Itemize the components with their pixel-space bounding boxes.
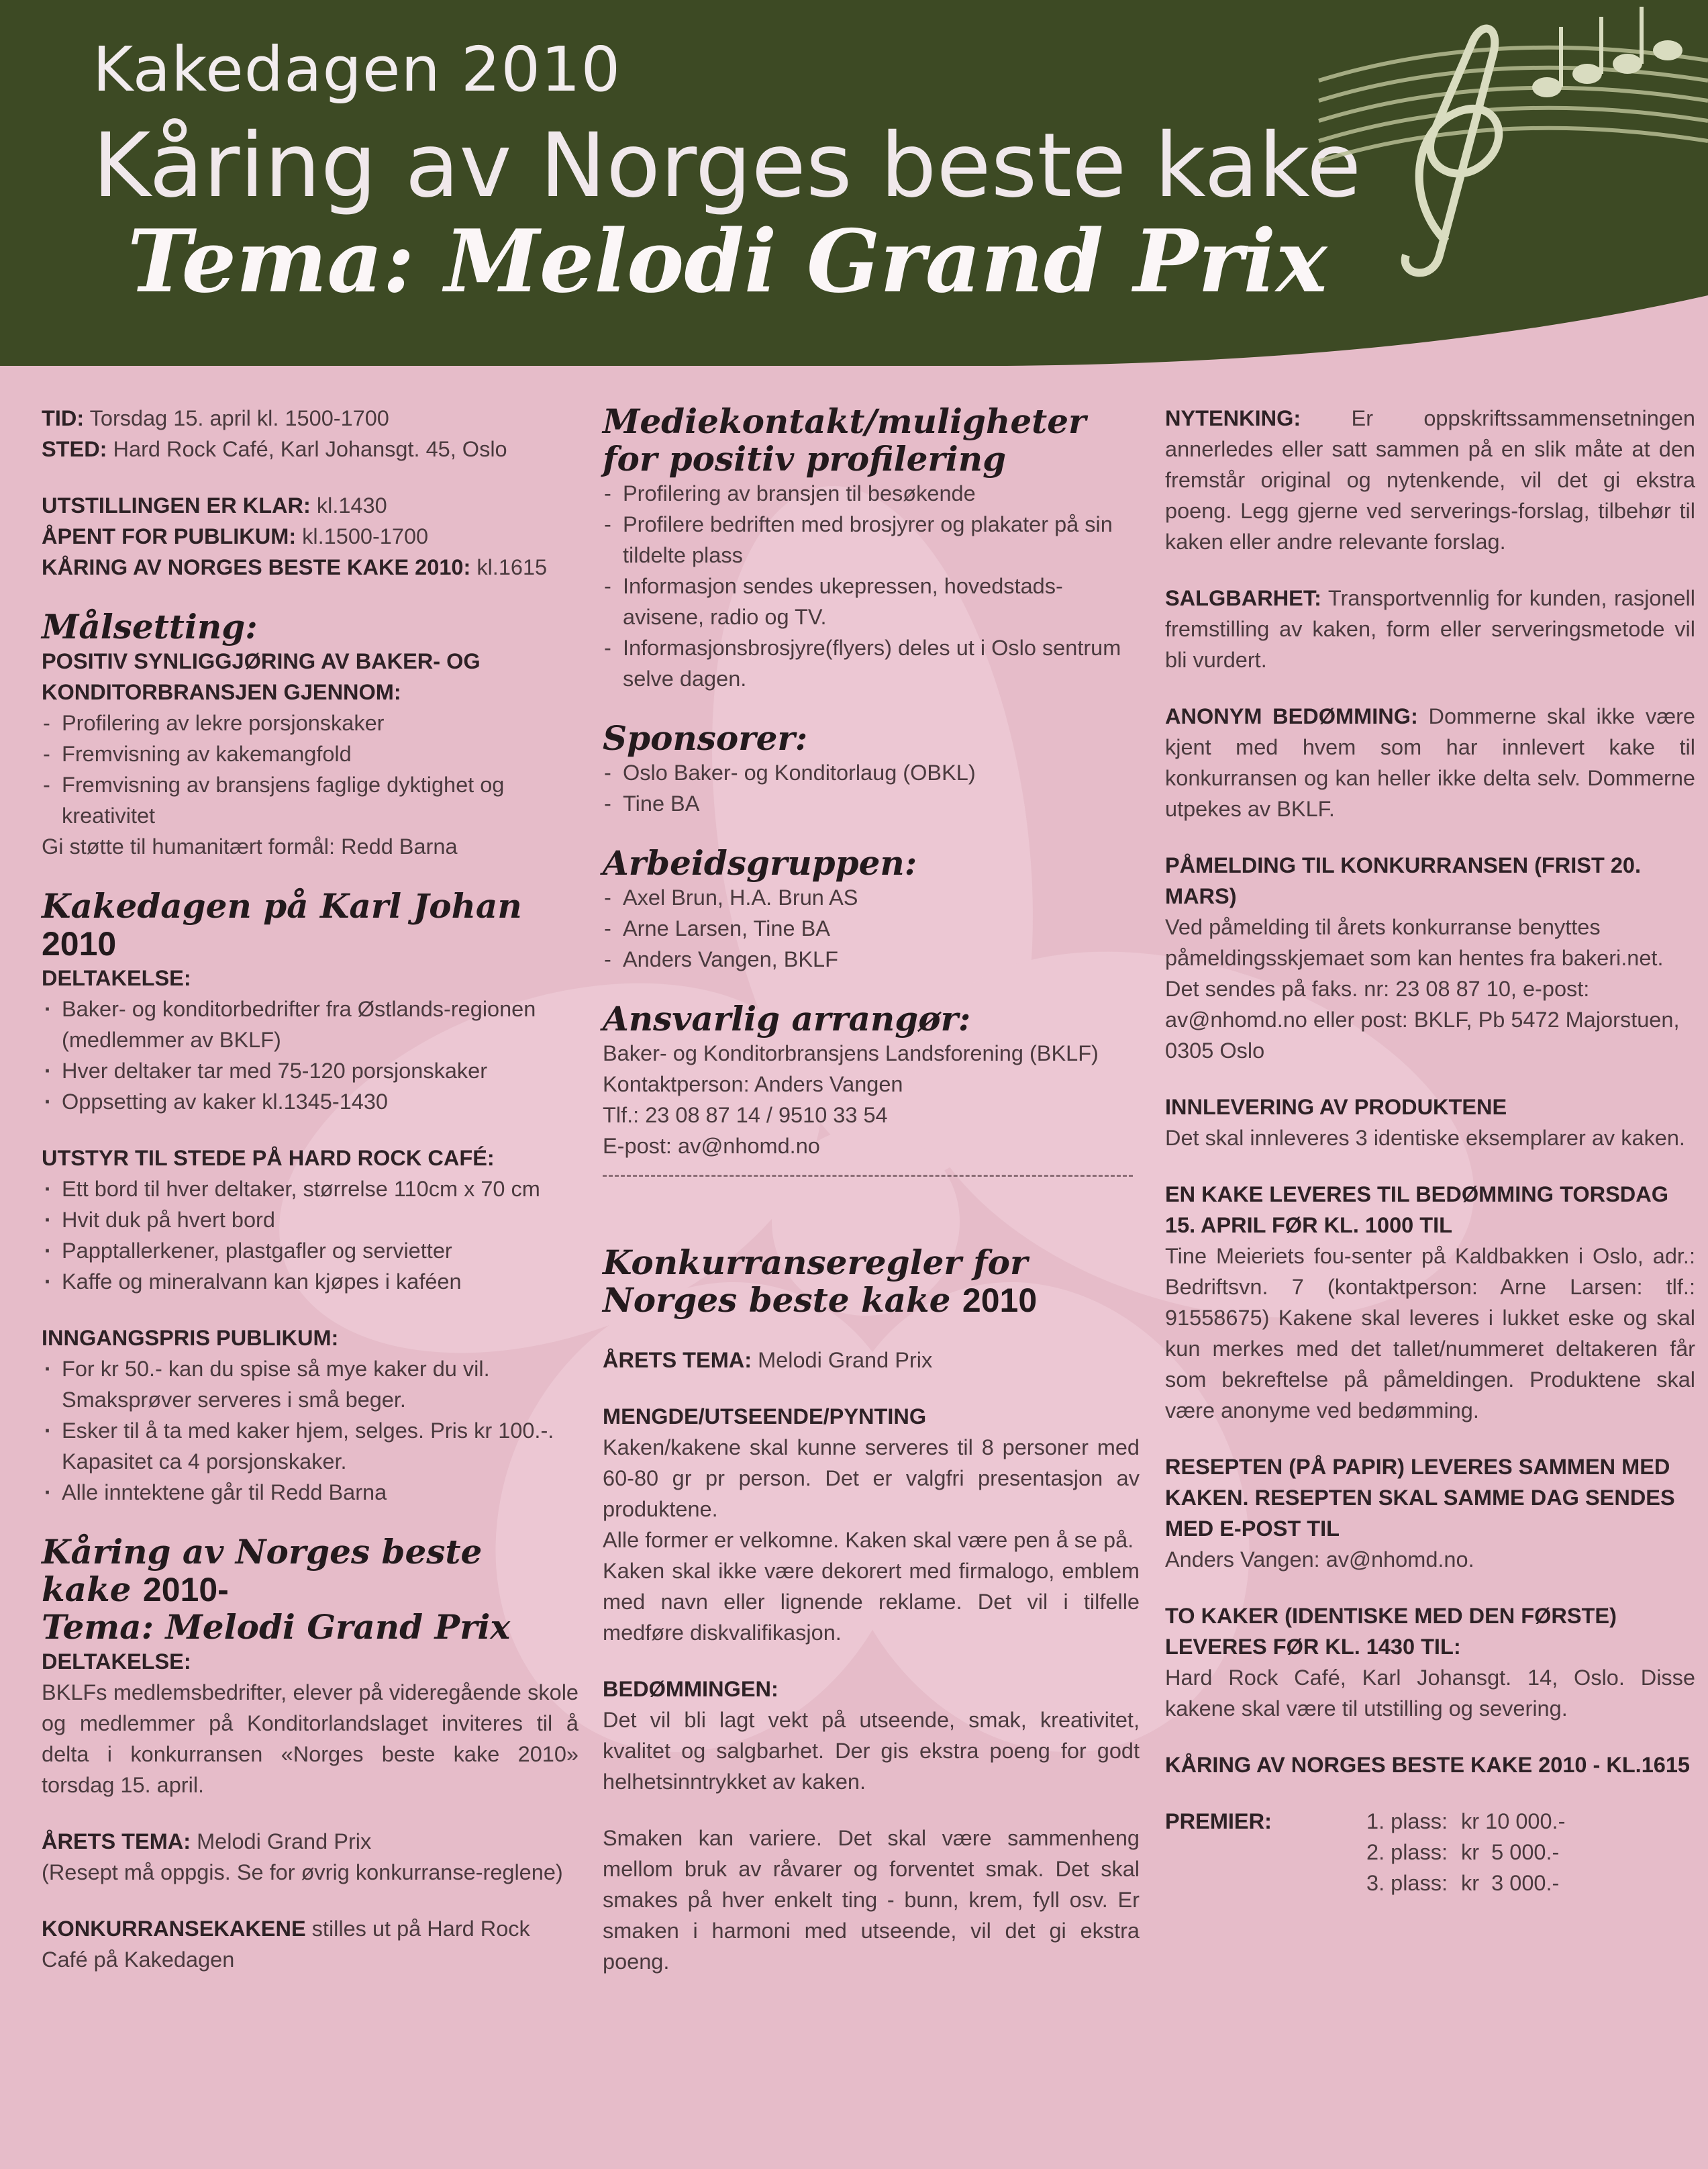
list-item: - Fremvisning av kakemangfold: [42, 738, 579, 769]
list-item: - Oslo Baker- og Konditorlaug (OBKL): [603, 757, 1140, 788]
sponsorer-heading: Sponsorer:: [603, 718, 808, 758]
tid-value: Torsdag 15. april kl. 1500-1700: [84, 406, 389, 430]
anonym-label: ANONYM BEDØMMING:: [1165, 704, 1418, 728]
column-middle: [603, 403, 1140, 1977]
arets-tema-note: (Resept må oppgis. Se for øvrig konkurranse-reglene): [42, 1860, 563, 1884]
karing-heading: Kåring av Norges beste kake: [42, 1532, 483, 1609]
regler-arets-label: ÅRETS TEMA:: [603, 1348, 752, 1372]
table-row: [1165, 1868, 1578, 1898]
premier-place: 2. plass:: [1366, 1840, 1448, 1864]
regler-arets-value: Melodi Grand Prix: [752, 1348, 933, 1372]
kakedagen-heading: Kakedagen på Karl Johan: [42, 886, 522, 926]
en-kake-text: Tine Meieriets fou-senter på Kaldbakken i Oslo, adr.: Bedriftsvn. 7 (kontaktperson: Arne Larsen: tlf.: 91558675) Kakene skal leveres i lukket eske og skal kun merkes med det tallet/nummeret deltakeren får som bekreftelse på påmeldingen. Produktene skal være anonyme ved bedømming.: [1165, 1244, 1695, 1423]
mengde-label: MENGDE/UTSEENDE/PYNTING: [603, 1404, 927, 1429]
ansvarlig-contact: Kontaktperson: Anders Vangen: [603, 1072, 903, 1096]
karing-time-line: KÅRING AV NORGES BESTE KAKE 2010 - KL.1615: [1165, 1753, 1690, 1777]
arbeidsgruppen-list: [603, 882, 1140, 975]
list-item: · Baker- og konditorbedrifter fra Østlands-regionen (medlemmer av BKLF): [42, 994, 579, 1055]
list-item: · Alle inntektene går til Redd Barna: [42, 1477, 579, 1508]
list-item: · For kr 50.- kan du spise så mye kaker du vil. Smaksprøver serveres i små beger.: [42, 1353, 579, 1415]
list-item: - Profilering av lekre porsjonskaker: [42, 708, 579, 738]
apent-value: kl.1500-1700: [296, 524, 429, 548]
utstilling-label: UTSTILLINGEN ER KLAR:: [42, 493, 311, 518]
salgbarhet-label: SALGBARHET:: [1165, 586, 1321, 610]
list-item: · Esker til å ta med kaker hjem, selges. Pris kr 100.-. Kapasitet ca 4 porsjonskaker.: [42, 1415, 579, 1477]
to-kaker-text: Hard Rock Café, Karl Johansgt. 14, Oslo. Disse kakene skal være til utstilling og severing.: [1165, 1666, 1695, 1721]
main-title: Kåring av Norges beste kake: [93, 114, 1362, 218]
list-item: - Informasjonsbrosjyre(flyers) deles ut i Oslo sentrum selve dagen.: [603, 632, 1140, 694]
list-item: · Hver deltaker tar med 75-120 porsjonskaker: [42, 1055, 579, 1086]
regler-year: 2010: [962, 1282, 1038, 1319]
list-item: · Kaffe og mineralvann kan kjøpes i kaféen: [42, 1266, 579, 1297]
mengde-text-2: Alle former er velkomne. Kaken skal være pen å se på.: [603, 1528, 1134, 1552]
ansvarlig-phone: Tlf.: 23 08 87 14 / 9510 33 54: [603, 1103, 888, 1127]
bedomming-text-1: Det vil bli lagt vekt på utseende, smak, kreativitet, kvalitet og salgbarhet. Der gis ekstra poeng for godt helhetsinntrykket av kaken.: [603, 1708, 1140, 1794]
list-item: · Hvit duk på hvert bord: [42, 1204, 579, 1235]
bedomming-label: BEDØMMINGEN:: [603, 1677, 778, 1701]
arets-tema-value: Melodi Grand Prix: [191, 1829, 372, 1853]
tid-label: TID:: [42, 406, 85, 430]
premier-label: PREMIER:: [1165, 1809, 1272, 1833]
utstyr-label: UTSTYR TIL STEDE PÅ HARD ROCK CAFÉ:: [42, 1146, 495, 1170]
list-item: · Ett bord til hver deltaker, størrelse 110cm x 70 cm: [42, 1173, 579, 1204]
deltakelse-list: [42, 994, 579, 1117]
table-row: [1165, 1837, 1578, 1868]
list-item: - Axel Brun, H.A. Brun AS: [603, 882, 1140, 913]
premier-place: 1. plass:: [1366, 1809, 1448, 1833]
list-item: - Fremvisning av bransjens faglige dyktighet og kreativitet: [42, 769, 579, 831]
list-item: - Arne Larsen, Tine BA: [603, 913, 1140, 944]
malsetting-heading: Målsetting:: [42, 607, 258, 646]
inngangspris-list: [42, 1353, 579, 1508]
table-row: [1165, 1806, 1578, 1837]
regler-heading-line2: Norges beste kake: [603, 1280, 951, 1320]
event-title: Kakedagen 2010: [93, 34, 621, 105]
malsetting-note: Gi støtte til humanitært formål: Redd Barna: [42, 834, 458, 859]
konkurransekakene-label: KONKURRANSEKAKENE: [42, 1917, 306, 1941]
karing-year: 2010-: [142, 1571, 229, 1608]
media-heading: Mediekontakt/muligheter for positiv profilering: [603, 401, 1087, 479]
to-kaker-label: TO KAKER (IDENTISKE MED DEN FØRSTE) LEVERES FØR KL. 1430 TIL:: [1165, 1604, 1617, 1659]
pamelding-label: PÅMELDING TIL KONKURRANSEN (FRIST 20. MARS): [1165, 853, 1642, 908]
bedomming-text-2: Smaken kan variere. Det skal være sammenheng mellom bruk av råvarer og forventet smak. Det skal smakes på hver enkelt ting - bunn, krem, fyll osv. Er smaken i harmoni med utseende, vil det gi ekstra poeng.: [603, 1826, 1140, 1974]
sponsorer-list: [603, 757, 1140, 819]
en-kake-label: EN KAKE LEVERES TIL BEDØMMING TORSDAG 15. APRIL FØR KL. 1000 TIL: [1165, 1182, 1668, 1237]
malsetting-subheading: POSITIV SYNLIGGJØRING AV BAKER- OG KONDITORBRANSJEN GJENNOM:: [42, 649, 481, 704]
deltakelse2-text: BKLFs medlemsbedrifter, elever på videregående skole og medlemmer på Konditorlandslaget inviteres til å delta i konkurransen «Norges beste kake 2010» torsdag 15. april.: [42, 1680, 579, 1797]
deltakelse2-label: DELTAKELSE:: [42, 1649, 191, 1674]
media-list: [603, 478, 1140, 694]
salgbarhet-text: Transportvennlig for kunden, rasjonell fremstilling av kaken, form eller serveringsmetode vil bli vurdert.: [1165, 586, 1695, 672]
malsetting-list: [42, 708, 579, 831]
pamelding-text: Ved påmelding til årets konkurranse benyttes påmeldingsskjemaet som kan hentes fra bakeri.net. Det sendes på faks. nr: 23 08 87 10, e-post: av@nhomd.no eller post: BKLF, Pb 5472 Majorstuen, 0305 Oslo: [1165, 915, 1680, 1063]
nytenking-text: Er oppskriftssammensetningen annerledes eller satt sammen på en slik måte at den fremstår original og nytenkende, vil det gi ekstra poeng. Legg gjerne ved serverings-forslag, tilbehør til kaken eller andre relevante forslag.: [1165, 406, 1695, 554]
utstilling-value: kl.1430: [310, 493, 387, 518]
list-item: - Tine BA: [603, 788, 1140, 819]
kakedagen-year: 2010: [42, 925, 117, 963]
list-item: - Anders Vangen, BKLF: [603, 944, 1140, 975]
list-item: - Profilering av bransjen til besøkende: [603, 478, 1140, 509]
deltakelse-label: DELTAKELSE:: [42, 966, 191, 990]
premier-amount: kr 10 000.-: [1461, 1809, 1566, 1833]
header-wave: [0, 295, 1708, 389]
list-item: - Profilere bedriften med brosjyrer og plakater på sin tildelte plass: [603, 509, 1140, 571]
konkurransekakene-text: stilles ut på Hard Rock Café på Kakedagen: [42, 1917, 530, 1972]
arets-tema-label: ÅRETS TEMA:: [42, 1829, 191, 1853]
premier-amount: kr 3 000.-: [1461, 1871, 1560, 1895]
utstyr-list: [42, 1173, 579, 1297]
mengde-text-3: Kaken skal ikke være dekorert med firmalogo, emblem med navn eller lignende reklame. Det vil i tilfelle medføre diskvalifikasjon.: [603, 1559, 1140, 1645]
nytenking-label: NYTENKING:: [1165, 406, 1301, 430]
list-item: · Oppsetting av kaker kl.1345-1430: [42, 1086, 579, 1117]
apent-label: ÅPENT FOR PUBLIKUM:: [42, 524, 297, 548]
innlevering-label: INNLEVERING AV PRODUKTENE: [1165, 1095, 1507, 1119]
anonym-text: Dommerne skal ikke være kjent med hvem som har innlevert kake til konkurransen og kan heller ikke delta selv. Dommerne utpekes av BKLF.: [1165, 704, 1695, 821]
sted-label: STED:: [42, 437, 107, 461]
theme-title: Tema: Melodi Grand Prix: [128, 211, 1327, 312]
karing-time-value: kl.1615: [470, 555, 548, 579]
sted-value: Hard Rock Café, Karl Johansgt. 45, Oslo: [107, 437, 507, 461]
mengde-text-1: Kaken/kakene skal kunne serveres til 8 personer med 60-80 gr pr person. Det er valgfri presentasjon av produktene.: [603, 1435, 1140, 1521]
premier-table: [1165, 1806, 1578, 1898]
column-left: [42, 403, 579, 1975]
regler-heading-line1: Konkurranseregler for: [603, 1243, 1028, 1282]
karing-tema: Tema: Melodi Grand Prix: [42, 1607, 511, 1647]
innlevering-text: Det skal innleveres 3 identiske eksemplarer av kaken.: [1165, 1126, 1685, 1150]
list-item: · Papptallerkener, plastgafler og servietter: [42, 1235, 579, 1266]
premier-place: 3. plass:: [1366, 1871, 1448, 1895]
inngangspris-label: INNGANGSPRIS PUBLIKUM:: [42, 1326, 339, 1350]
ansvarlig-email: E-post: av@nhomd.no: [603, 1134, 820, 1158]
ansvarlig-org: Baker- og Konditorbransjens Landsforening (BKLF): [603, 1041, 1099, 1065]
karing-time-label: KÅRING AV NORGES BESTE KAKE 2010:: [42, 555, 471, 579]
arbeidsgruppen-heading: Arbeidsgruppen:: [603, 843, 917, 883]
ansvarlig-heading: Ansvarlig arrangør:: [603, 999, 971, 1039]
premier-amount: kr 5 000.-: [1461, 1840, 1560, 1864]
column-right: [1165, 403, 1695, 1898]
resept-text: Anders Vangen: av@nhomd.no.: [1165, 1547, 1474, 1572]
resept-label: RESEPTEN (PÅ PAPIR) LEVERES SAMMEN MED KAKEN. RESEPTEN SKAL SAMME DAG SENDES MED E-POST TIL: [1165, 1455, 1675, 1541]
list-item: - Informasjon sendes ukepressen, hovedstads-avisene, radio og TV.: [603, 571, 1140, 632]
